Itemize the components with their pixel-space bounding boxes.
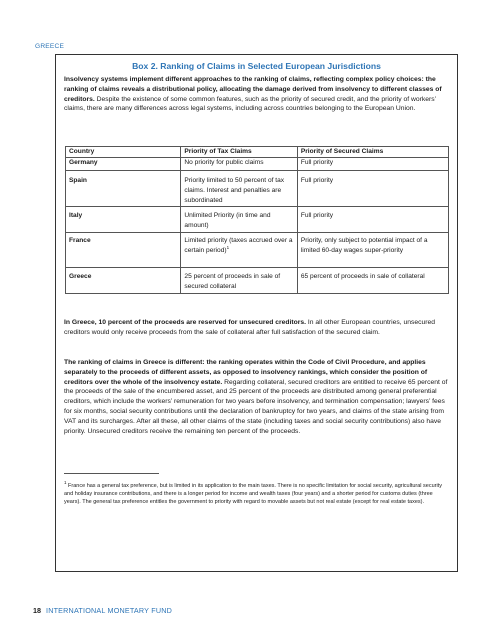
footnote-mark: 1: [64, 480, 67, 486]
greece-ranking-paragraph: [64, 358, 450, 436]
running-head: GREECE: [35, 43, 65, 50]
secured-priority-cell: 65 percent of proceeds in sale of collateral: [297, 268, 448, 294]
tax-priority-cell: 25 percent of proceeds in sale of secured collateral: [181, 268, 297, 294]
greece-unsecured-paragraph: [64, 318, 450, 338]
secured-priority-cell: Priority, only subject to potential impact of a limited 60-day wages super-priority: [297, 233, 448, 268]
header-secured-claims: Priority of Secured Claims: [297, 147, 448, 158]
header-tax-claims: Priority of Tax Claims: [181, 147, 297, 158]
organization-name: INTERNATIONAL MONETARY FUND: [46, 606, 172, 615]
footnote: [64, 482, 450, 506]
tax-priority-cell: Unlimited Priority (in time and amount): [181, 207, 297, 233]
secured-priority-cell: Full priority: [297, 158, 448, 171]
tax-priority-cell: Priority limited to 50 percent of tax claims. Interest and penalties are subordinated: [181, 171, 297, 207]
claims-ranking-table: [65, 146, 449, 294]
greece-ranking-body-text: Regarding collateral, secured creditors are entitled to receive 65 percent of the proceeds of the sale of the encumbered asset, and 25 percent of the proceeds are distributed among general preferential creditors, which include the workers’ remuneration for two years before insolvency, and termination compensation; lawyers’ fees for six months, social security contributions until the declaration of bankruptcy for two years, and claims of the state arising from VAT and its surcharges. After all these, all other claims of the state (including taxes and social security contributions) also have priority. Unsecured creditors receive the remaining ten percent of the proceeds.: [64, 378, 448, 435]
tax-priority-cell: No priority for public claims: [181, 158, 297, 171]
table-row: [66, 171, 449, 207]
table-row: [66, 158, 449, 171]
secured-priority-cell: Full priority: [297, 207, 448, 233]
table-row: [66, 207, 449, 233]
country-cell: Germany: [66, 158, 181, 171]
footnote-text: France has a general tax preference, but is limited in its application to the main taxes. There is no specific limitation for social security, agricultural security and holiday insurance contributions, and there is a longer period for income and wealth taxes (four years) and a shorter period for customs duties (three years). The general tax preference entitles the government to priority with regard to movable assets but not real estate (except for real estate taxes).: [64, 483, 443, 505]
footnote-reference: 1: [226, 244, 230, 250]
greece-unsecured-bold-lead: In Greece, 10 percent of the proceeds are reserved for unsecured creditors.: [64, 319, 306, 326]
page-footer: [33, 606, 172, 615]
header-country: Country: [66, 147, 181, 158]
intro-paragraph: [64, 75, 450, 114]
greece-unsecured-body-text: In all other European countries, unsecured creditors would only receive proceeds from the sale of collateral after full satisfaction of the secured claim.: [64, 319, 436, 336]
country-cell: Greece: [66, 268, 181, 294]
table-row: [66, 268, 449, 294]
intro-body-text: Despite the existence of some common features, such as the priority of secured credit, and the priority of workers’ claims, there are many differences across legal systems, including across countries belonging to the European Union.: [64, 95, 436, 113]
country-cell: France: [66, 233, 181, 268]
box-title: Box 2. Ranking of Claims in Selected European Jurisdictions: [132, 61, 381, 71]
footnote-divider: [64, 473, 159, 474]
table-row: [66, 233, 449, 268]
tax-priority-cell: [181, 233, 297, 268]
tax-priority-text: Limited priority (taxes accrued over a certain period): [184, 237, 293, 254]
secured-priority-cell: Full priority: [297, 171, 448, 207]
table-header-row: [66, 147, 449, 158]
intro-bold-lead: Insolvency systems implement different approaches to the ranking of claims, reflecting complex policy choices: the ranking of claims reveals a distributional policy, allocating the damage derived from insolvency to different classes of creditors.: [64, 76, 442, 103]
country-cell: Spain: [66, 171, 181, 207]
country-cell: Italy: [66, 207, 181, 233]
greece-ranking-bold-lead: The ranking of claims in Greece is different: the ranking operates within the Code of Civil Procedure, and applies separately to the proceeds of different assets, as opposed to insolvency rankings, which consider the position of creditors over the whole of the insolvency estate.: [64, 359, 428, 386]
box-2-ranking-of-claims: [55, 54, 458, 572]
page-number: 18: [33, 606, 41, 615]
